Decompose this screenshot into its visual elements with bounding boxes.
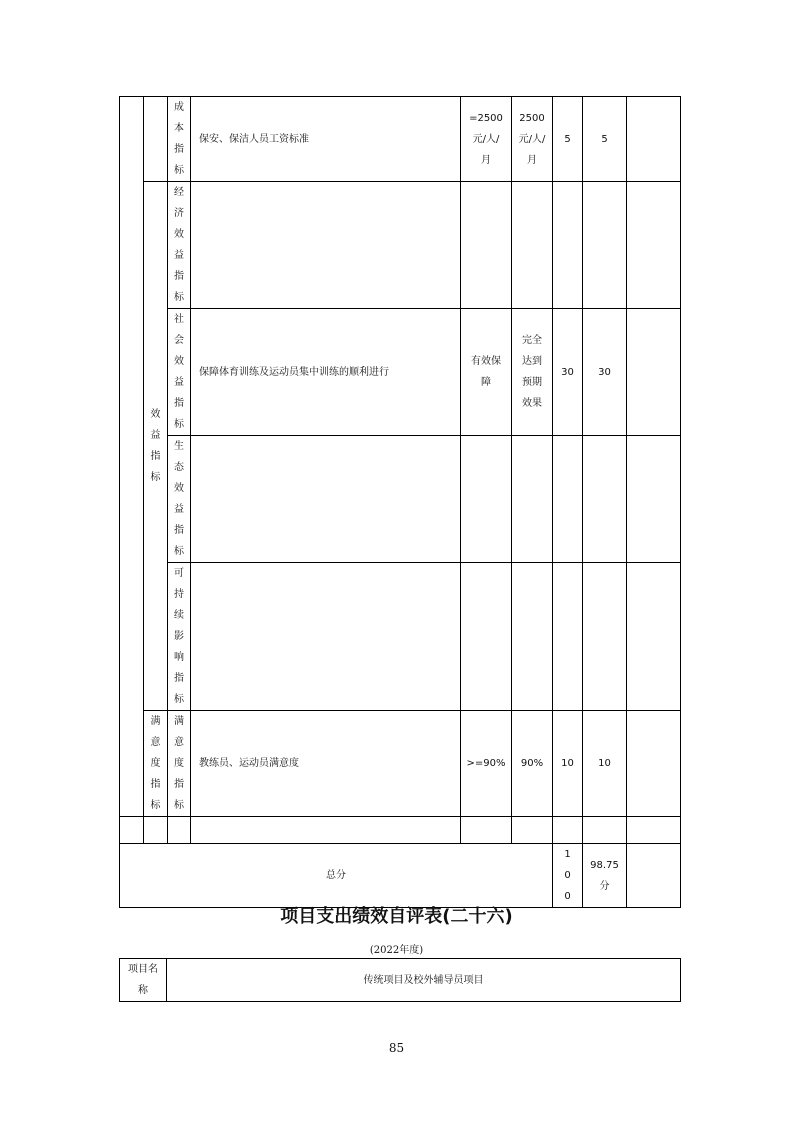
content-cell: 教练员、运动员满意度 (191, 711, 461, 817)
indicator-cell: 社会效益指标 (168, 309, 191, 436)
project-name-label: 项目名称 (120, 959, 167, 1002)
note-cell (627, 182, 681, 309)
note-cell (627, 97, 681, 182)
table-row (120, 563, 681, 711)
score-cell: 30 (583, 309, 627, 436)
indicator-cell: 可持续影响指标 (168, 563, 191, 711)
actual-cell: 90% (512, 711, 553, 817)
page-number: 85 (388, 1041, 405, 1055)
level1-cell-empty (120, 97, 144, 817)
note-cell (627, 309, 681, 436)
content-cell: 保安、保洁人员工资标准 (191, 97, 461, 182)
empty-cell (168, 817, 191, 844)
target-cell: >=90% (461, 711, 512, 817)
weight-cell (553, 182, 583, 309)
actual-cell: 2500元/人/月 (512, 97, 553, 182)
note-cell (627, 436, 681, 563)
project-name-table (119, 958, 681, 1002)
score-cell (583, 182, 627, 309)
actual-cell (512, 563, 553, 711)
content-cell (191, 563, 461, 711)
total-label: 总分 (120, 844, 553, 908)
weight-cell (553, 563, 583, 711)
empty-cell (191, 817, 461, 844)
weight-cell: 10 (553, 711, 583, 817)
total-weight: 100 (553, 844, 583, 908)
actual-cell (512, 182, 553, 309)
level1-cell-empty (144, 97, 168, 182)
score-cell (583, 563, 627, 711)
table-row-empty (120, 817, 681, 844)
performance-table (119, 96, 681, 908)
indicator-cell: 生态效益指标 (168, 436, 191, 563)
table-row (120, 182, 681, 309)
empty-cell (553, 817, 583, 844)
weight-cell: 5 (553, 97, 583, 182)
target-cell (461, 182, 512, 309)
score-cell (583, 436, 627, 563)
content-cell (191, 436, 461, 563)
empty-cell (144, 817, 168, 844)
content-cell: 保障体育训练及运动员集中训练的顺利进行 (191, 309, 461, 436)
actual-cell: 完全达到预期效果 (512, 309, 553, 436)
total-score: 98.75分 (583, 844, 627, 908)
actual-cell (512, 436, 553, 563)
empty-cell (512, 817, 553, 844)
level1-satisfaction-cell: 满意度指标 (144, 711, 168, 817)
target-cell: =2500元/人/月 (461, 97, 512, 182)
form-title: 项目支出绩效自评表(二十六) (280, 906, 513, 927)
level1-benefit-cell: 效益指标 (144, 182, 168, 711)
empty-cell (120, 817, 144, 844)
indicator-cell: 成本指标 (168, 97, 191, 182)
target-cell (461, 436, 512, 563)
project-name-row (120, 959, 681, 1002)
project-name-value: 传统项目及校外辅导员项目 (167, 959, 681, 1002)
content-cell (191, 182, 461, 309)
indicator-cell: 经济效益指标 (168, 182, 191, 309)
form-year: (2022年度) (369, 945, 424, 956)
total-note (627, 844, 681, 908)
indicator-cell: 满意度指标 (168, 711, 191, 817)
empty-cell (583, 817, 627, 844)
total-row (120, 844, 681, 908)
weight-cell: 30 (553, 309, 583, 436)
empty-cell (627, 817, 681, 844)
table-row (120, 309, 681, 436)
note-cell (627, 711, 681, 817)
score-cell: 10 (583, 711, 627, 817)
table-row (120, 436, 681, 563)
table-row (120, 711, 681, 817)
score-cell: 5 (583, 97, 627, 182)
empty-cell (461, 817, 512, 844)
target-cell (461, 563, 512, 711)
target-cell: 有效保障 (461, 309, 512, 436)
table-row (120, 97, 681, 182)
weight-cell (553, 436, 583, 563)
note-cell (627, 563, 681, 711)
